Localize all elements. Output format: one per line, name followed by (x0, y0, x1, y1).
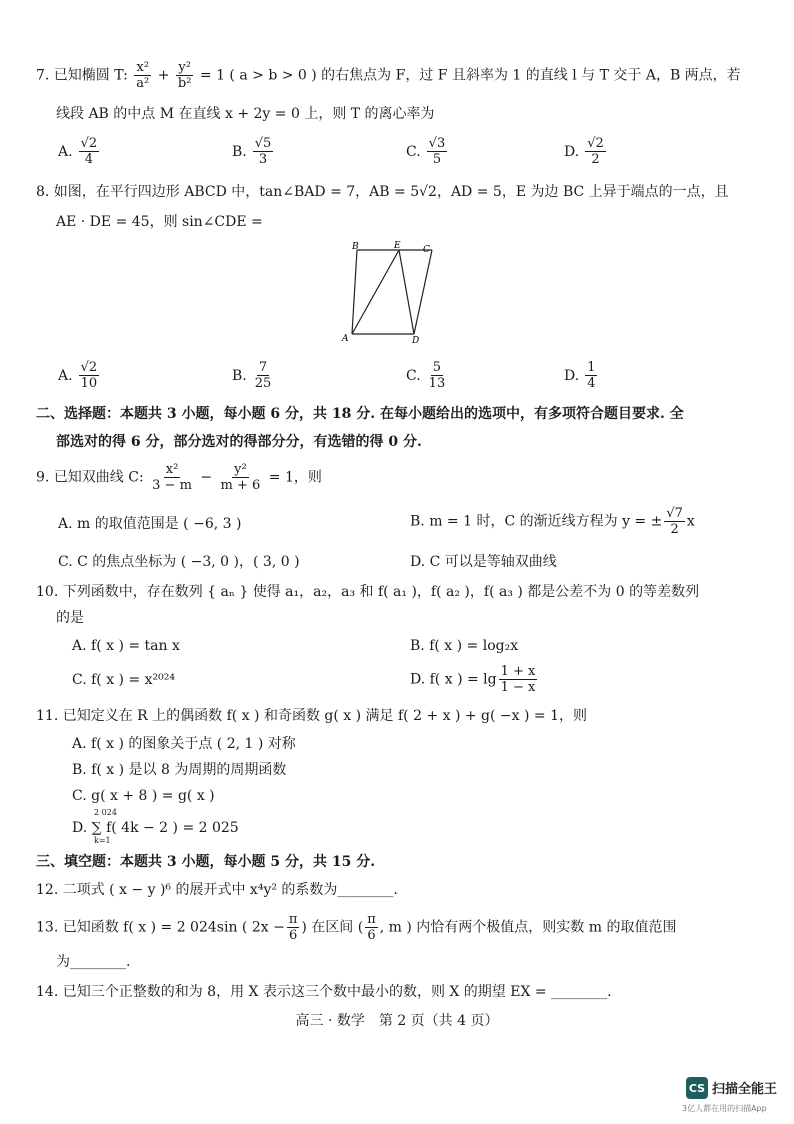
q14: 14. 已知三个正整数的和为 8，用 X 表示这三个数中最小的数，则 X 的期望 EX = ________. (36, 984, 612, 1000)
q13-line2: 为________. (56, 954, 131, 970)
q11-option-b: B. f( x ) 是以 8 为周期的周期函数 (72, 762, 287, 778)
q7-option-c: C. $\frac{√3}{5}$ (406, 136, 446, 167)
q13-line1: 13. 已知函数 f( x ) = 2 024sin ( 2x − $\frac{\pi}{6}$ ) 在区间 ( $\frac{\pi}{6}$ , m ) 内恰有两个极值点，则实数 m 的取值范围 (36, 912, 677, 943)
label-e: E (394, 241, 401, 251)
q7-frac-x: $\frac{\text{x²}}{\text{a²}}$ (136, 60, 150, 91)
q7-option-a: A. $\frac{√2}{4}$ (58, 136, 98, 167)
q11-sum-lower: k=1 (94, 836, 111, 845)
q9-option-c: C. C 的焦点坐标为 ( −3, 0 )，( 3, 0 ) (58, 554, 300, 570)
q7-line2: 线段 AB 的中点 M 在直线 x + 2y = 0 上，则 T 的离心率为 (56, 106, 435, 122)
q8-option-a: A. $\frac{√2}{10}$ (58, 360, 98, 391)
q11-option-a: A. f( x ) 的图象关于点 ( 2, 1 ) 对称 (72, 736, 296, 752)
q10-option-d: D. f( x ) = lg $\frac{1 + x}{1 - x}$ (410, 664, 536, 695)
segment-ae (352, 250, 399, 334)
label-b: B (352, 242, 359, 252)
label-c: C (423, 245, 430, 255)
q10-line1: 10. 下列函数中，存在数列 { aₙ } 使得 a₁，a₂，a₃ 和 f( a₁ )，f( a₂ )，f( a₃ ) 都是公差不为 0 的等差数列 (36, 584, 700, 600)
q11-sum-upper: 2 024 (94, 808, 117, 817)
q10-option-a: A. f( x ) = tan x (72, 638, 180, 654)
q7-option-b: B. $\frac{√5}{3}$ (232, 136, 272, 167)
q8-option-d: D. $\frac{1}{4}$ (564, 360, 596, 391)
q8-line2: AE · DE = 45，则 sin∠CDE = (56, 214, 263, 230)
q7-line1: 7. 已知椭圆 T: $\frac{\text{x²}}{\text{a²}}$ + $\frac{\text{y²}}{\text{b²}}$ = 1 ( a > b > 0 ) 的右焦点为 F，过 F 且斜率为 1 的直线 l 与 T 交于 A，B 两点，若 (36, 60, 741, 91)
q7-option-d: D. $\frac{√2}{2}$ (564, 136, 604, 167)
q12: 12. 二项式 ( x − y )⁶ 的展开式中 x⁴y² 的系数为________. (36, 882, 398, 898)
segment-de (399, 250, 414, 334)
label-a: A (342, 334, 349, 344)
camscanner-subtitle: 3亿人都在用的扫描App (682, 1104, 767, 1113)
section3-heading: 三、填空题：本题共 3 小题，每小题 5 分，共 15 分. (36, 854, 376, 870)
q9-option-b: B. m = 1 时，C 的渐近线方程为 y = ± $\frac{√7}{2}$ x (410, 506, 695, 537)
label-d: D (412, 336, 420, 344)
camscanner-logo-icon: CS (686, 1077, 708, 1099)
q10-option-c: C. f( x ) = x²⁰²⁴ (72, 672, 175, 688)
q9-stem: 9. 已知双曲线 C: $\frac{\text{x²}}{3 - m}$ − $\frac{\text{y²}}{m + 6}$ = 1，则 (36, 462, 322, 493)
q10-line2: 的是 (56, 610, 84, 626)
section2-line1: 二、选择题：本题共 3 小题，每小题 6 分，共 18 分. 在每小题给出的选项中，有多项符合题目要求. 全 (36, 406, 684, 422)
q9-option-a: A. m 的取值范围是 ( −6, 3 ) (58, 516, 242, 532)
q11-option-d: D. ∑ f( 4k − 2 ) = 2 025 (72, 820, 239, 836)
q11-stem: 11. 已知定义在 R 上的偶函数 f( x ) 和奇函数 g( x ) 满足 f( 2 + x ) + g( −x ) = 1，则 (36, 708, 588, 724)
q8-option-c: C. $\frac{5}{13}$ (406, 360, 446, 391)
page-footer: 高三 · 数学 第 2 页（共 4 页） (295, 1013, 499, 1029)
q7-frac-y: $\frac{\text{y²}}{\text{b²}}$ (177, 60, 192, 91)
q11-option-c: C. g( x + 8 ) = g( x ) (72, 788, 215, 804)
edge-ab (352, 250, 357, 334)
section2-line2: 部选对的得 6 分，部分选对的得部分分，有选错的得 0 分. (56, 434, 422, 450)
q9-option-d: D. C 可以是等轴双曲线 (410, 554, 557, 570)
camscanner-title: 扫描全能王 (712, 1082, 778, 1097)
edge-cd (414, 250, 432, 334)
q8-line1: 8. 如图，在平行四边形 ABCD 中，tan∠BAD = 7，AB = 5√2，AD = 5，E 为边 BC 上异于端点的一点，且 (36, 184, 729, 200)
parallelogram-figure (338, 240, 438, 344)
q10-option-b: B. f( x ) = log₂x (410, 638, 519, 654)
q8-option-b: B. $\frac{7}{25}$ (232, 360, 272, 391)
